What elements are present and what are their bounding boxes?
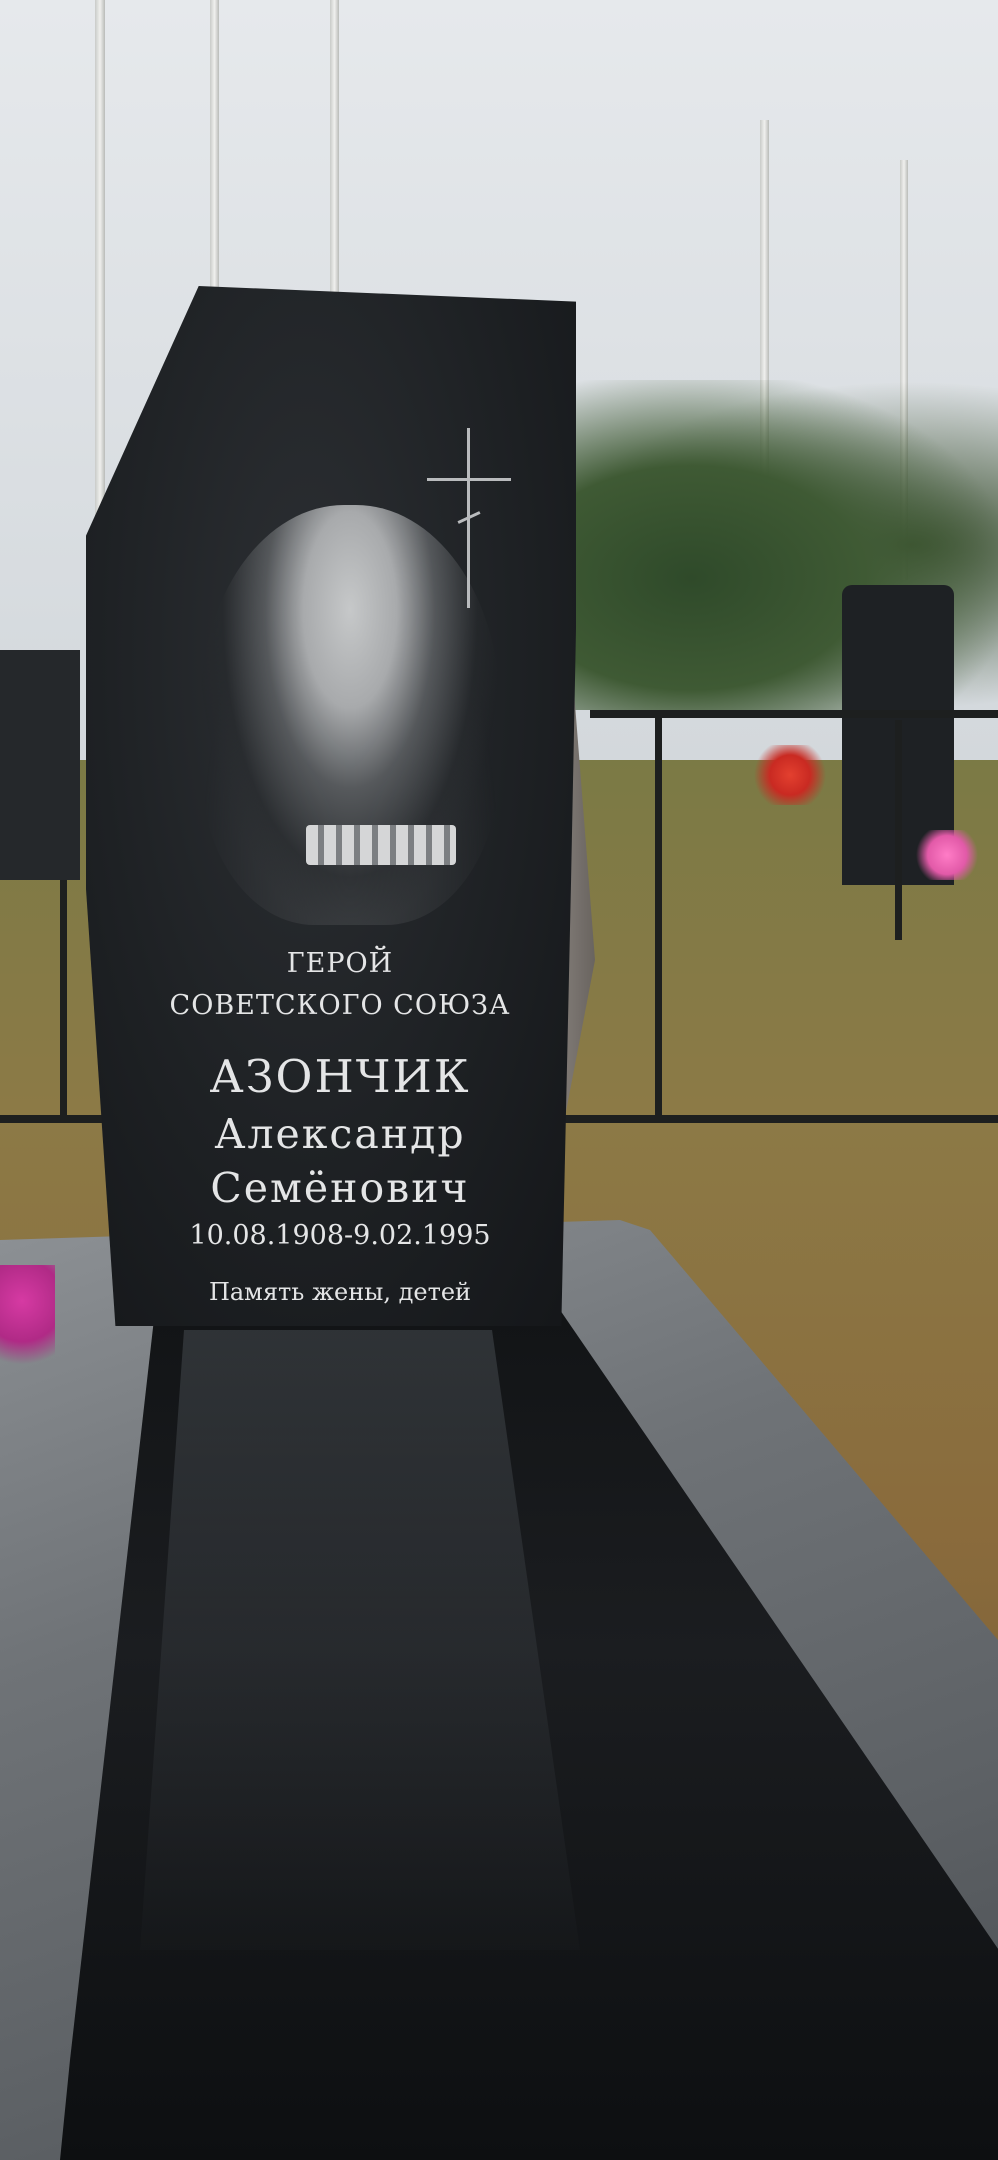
title-line-1: ГЕРОЙ	[286, 948, 394, 979]
life-dates: 10.08.1908-9.02.1995	[189, 1220, 491, 1251]
memory-line: Память жены, детей	[208, 1278, 472, 1306]
birch-tree	[330, 0, 339, 300]
medals-row	[306, 825, 456, 865]
title-line-2: СОВЕТСКОГО СОЮЗА	[169, 990, 511, 1021]
background-gravestone-left	[0, 650, 80, 880]
fence-post	[655, 710, 662, 1120]
birch-tree	[95, 0, 105, 560]
patronymic: Семёнович	[210, 1164, 470, 1212]
surname: АЗОНЧИК	[209, 1050, 471, 1103]
pink-flowers-foreground	[0, 1265, 55, 1385]
pink-flowers	[912, 830, 982, 880]
orthodox-cross-icon	[427, 428, 511, 608]
given-name: Александр	[214, 1110, 466, 1158]
fence-post	[60, 880, 67, 1120]
fence-rail	[590, 710, 998, 718]
fence-post	[895, 720, 902, 940]
red-flowers	[750, 745, 830, 805]
